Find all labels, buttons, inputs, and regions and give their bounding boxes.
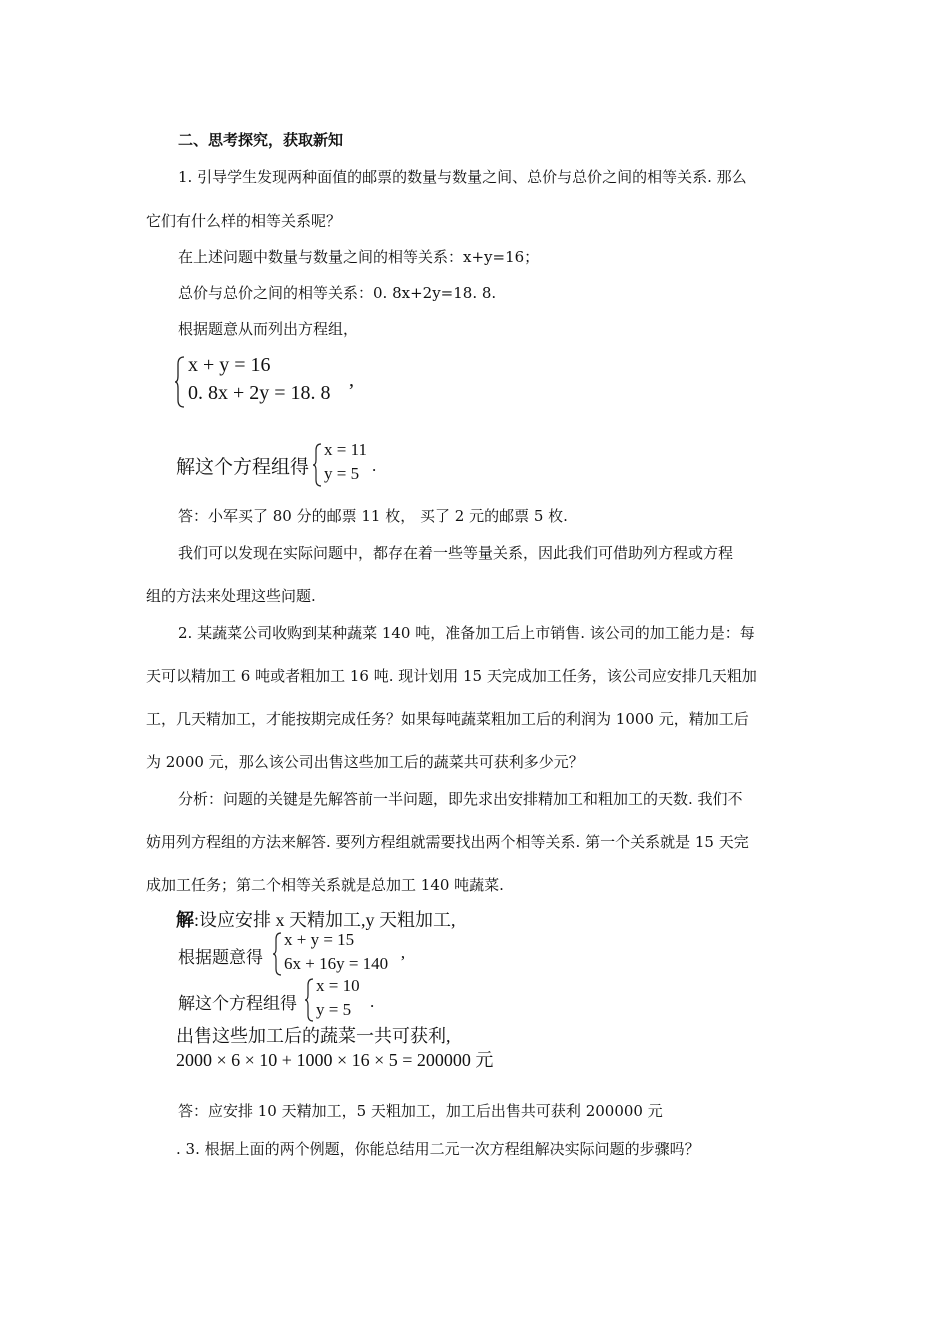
solution2-equation2: y = 5 bbox=[316, 1000, 352, 1019]
left-brace-icon bbox=[174, 356, 186, 408]
question2-line2: 天可以精加工 6 吨或者粗加工 16 吨. 现计划用 15 天完成加工任务，该公司应安排几天粗加 bbox=[146, 667, 757, 685]
answer1: 答：小军买了 80 分的邮票 11 枚， 买了 2 元的邮票 5 枚. bbox=[178, 507, 568, 525]
equation-system-1 bbox=[172, 352, 392, 412]
solution2-system-equation2: 6x + 16y = 140 bbox=[284, 954, 389, 973]
left-brace-icon bbox=[312, 443, 322, 487]
solution2-system-trail: ’ bbox=[400, 952, 406, 971]
left-brace-icon bbox=[304, 978, 314, 1022]
question3: . 3. 根据上面的两个例题，你能总结用二元一次方程组解决实际问题的步骤吗？ bbox=[176, 1140, 700, 1158]
analysis-line1: 分析：问题的关键是先解答前一半问题，即先求出安排精加工和粗加工的天数. 我们不 bbox=[178, 790, 743, 808]
solution1-prefix: 解这个方程组得 bbox=[176, 456, 310, 478]
analysis-line2: 妨用列方程组的方法来解答. 要列方程组就需要找出两个相等关系. 第一个关系就是 15 天完 bbox=[146, 833, 749, 851]
solution1-trail: . bbox=[372, 456, 377, 475]
question1-line1: 1. 引导学生发现两种面值的邮票的数量与数量之间、总价与总价之间的相等关系. 那么 bbox=[178, 168, 747, 186]
solution2-system-equation1: x + y = 15 bbox=[284, 930, 355, 949]
analysis-line3: 成加工任务；第二个相等关系就是总加工 140 吨蔬菜. bbox=[146, 876, 504, 894]
solution1-equation1: x = 11 bbox=[324, 440, 367, 459]
question1-line2: 它们有什么样的相等关系呢？ bbox=[146, 212, 342, 230]
system1-equation1: x + y = 16 bbox=[188, 354, 271, 376]
solution1-equation2: y = 5 bbox=[324, 464, 360, 483]
solution2-intro-text: :设应安排 x 天精加工,y 天粗加工, bbox=[194, 910, 456, 930]
setup-text: 根据题意从而列出方程组， bbox=[178, 320, 359, 338]
summary-line1: 我们可以发现在实际问题中，都存在着一些等量关系，因此我们可借助列方程或方程 bbox=[178, 544, 734, 562]
system1-trail: ’ bbox=[348, 380, 355, 402]
summary-line2: 组的方法来处理这些问题. bbox=[146, 587, 316, 605]
system1-equation2: 0. 8x + 2y = 18. 8 bbox=[188, 382, 331, 404]
solution2-intro bbox=[176, 906, 456, 932]
question2-line1: 2. 某蔬菜公司收购到某种蔬菜 140 吨，准备加工后上市销售. 该公司的加工能力是：每 bbox=[178, 624, 755, 642]
solution2-profit-text: 出售这些加工后的蔬菜一共可获利, bbox=[176, 1026, 451, 1046]
question2-line4: 为 2000 元，那么该公司出售这些加工后的蔬菜共可获利多少元？ bbox=[146, 753, 584, 771]
relation-price: 总价与总价之间的相等关系：0. 8x+2y=18. 8. bbox=[178, 284, 497, 302]
question2-line3: 工，几天精加工，才能按期完成任务？如果每吨蔬菜粗加工后的利润为 1000 元，精加工后 bbox=[146, 710, 749, 728]
solution2-equation1: x = 10 bbox=[316, 976, 360, 995]
solution2-profit-calc: 2000 × 6 × 10 + 1000 × 16 × 5 = 200000 元 bbox=[176, 1050, 494, 1070]
answer2: 答：应安排 10 天精加工，5 天粗加工，加工后出售共可获利 200000 元 bbox=[178, 1102, 663, 1120]
left-brace-icon bbox=[272, 932, 282, 976]
solution2-solve-prefix: 解这个方程组得 bbox=[178, 994, 297, 1014]
solution-system-1 bbox=[176, 440, 416, 490]
solution2-trail: . bbox=[370, 992, 375, 1011]
solution2-intro-label: 解 bbox=[176, 910, 194, 931]
solution2-block bbox=[176, 906, 596, 1070]
solution2-setup-prefix: 根据题意得 bbox=[178, 948, 263, 968]
relation-quantity: 在上述问题中数量与数量之间的相等关系：x+y=16； bbox=[178, 248, 540, 266]
section-heading: 二、思考探究，获取新知 bbox=[178, 131, 344, 149]
